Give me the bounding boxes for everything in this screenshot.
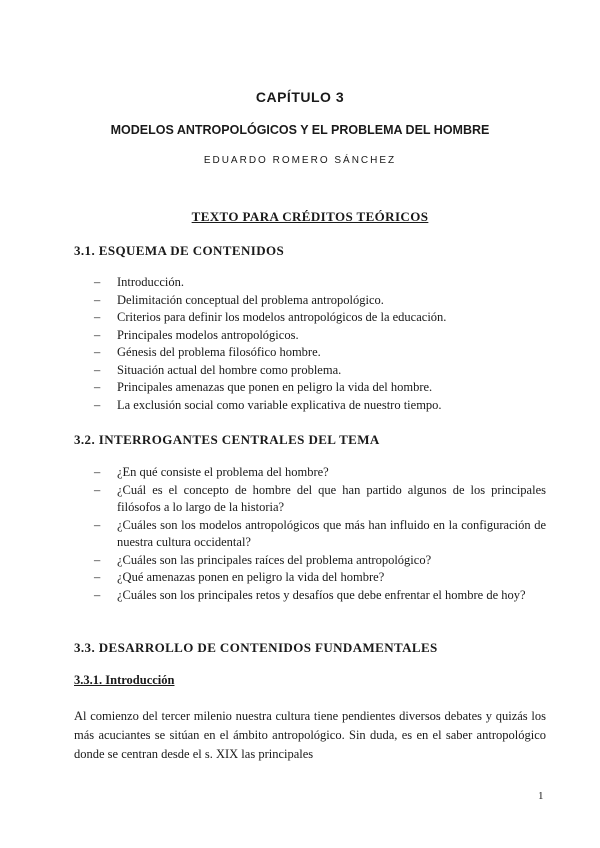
list-item-text: Criterios para definir los modelos antropológicos de la educación. [117,310,447,324]
list-item-text: Principales amenazas que ponen en peligro la vida del hombre. [117,380,433,394]
list-item [74,517,546,552]
subsection-heading-3-3-1: 3.3.1. Introducción [74,673,175,687]
bullet-dash: – [94,380,101,394]
bullet-dash: – [94,327,101,342]
contents-outline-list [74,274,546,414]
section-heading-3-1: 3.1. ESQUEMA DE CONTENIDOS [74,243,285,258]
list-item [74,587,546,605]
list-item-text: ¿En qué consiste el problema del hombre? [117,465,329,479]
list-item [74,397,546,415]
list-item [74,362,546,380]
list-item-text: Delimitación conceptual del problema antropológico. [117,292,384,307]
bullet-dash: – [94,465,101,479]
list-item [74,344,546,362]
section-heading-3-2: 3.2. INTERROGANTES CENTRALES DEL TEMA [74,432,380,447]
bullet-dash: – [94,570,101,584]
list-item-text: ¿Cuál es el concepto de hombre del que han partido algunos de los principales filósofos a lo largo de la historia? [117,482,546,514]
list-item [74,379,546,397]
list-item [74,552,546,570]
chapter-subtitle: MODELOS ANTROPOLÓGICOS Y EL PROBLEMA DEL HOMBRE [110,123,490,137]
list-item [74,569,546,587]
list-item-text: ¿Cuáles son los principales retos y desafíos que debe enfrentar el hombre de hoy? [117,587,526,602]
chapter-title: CAPÍTULO 3 [255,89,345,105]
list-item [74,464,546,482]
bullet-dash: – [94,482,101,497]
list-item-text: ¿Cuáles son los modelos antropológicos que más han influido en la configuración de nuestra cultura occidental? [117,517,546,549]
bullet-dash: – [94,552,101,567]
list-item [74,482,546,517]
list-item [74,274,546,292]
list-item-text: ¿Qué amenazas ponen en peligro la vida del hombre? [117,570,385,584]
bullet-dash: – [94,517,101,532]
central-questions-list [74,464,546,604]
author-name: EDUARDO ROMERO SÁNCHEZ [203,155,397,166]
page-number: 1 [538,790,544,802]
bullet-dash: – [94,292,101,307]
bullet-dash: – [94,587,101,602]
list-item [74,309,546,327]
list-item-text: Principales modelos antropológicos. [117,327,299,342]
list-item-text: ¿Cuáles son las principales raíces del problema antropológico? [117,552,432,567]
list-item-text: Situación actual del hombre como problema. [117,362,342,377]
texto-title: TEXTO PARA CRÉDITOS TEÓRICOS [191,209,429,224]
list-item [74,292,546,310]
intro-paragraph: Al comienzo del tercer milenio nuestra cultura tiene pendientes diversos debates y quizás los más acuciantes se sitúan en el ámbito antropológico. Sin duda, es en el saber antropológico donde se centran desde el s. XIX las principales [74,709,546,761]
bullet-dash: – [94,397,101,412]
list-item-text: La exclusión social como variable explicativa de nuestro tiempo. [117,397,442,412]
bullet-dash: – [94,362,101,377]
list-item-text: Génesis del problema filosófico hombre. [117,345,321,359]
bullet-dash: – [94,310,101,324]
section-heading-3-3: 3.3. DESARROLLO DE CONTENIDOS FUNDAMENTALES [74,640,438,655]
list-item-text: Introducción. [117,275,184,289]
bullet-dash: – [94,345,101,359]
list-item [74,327,546,345]
bullet-dash: – [94,275,101,289]
